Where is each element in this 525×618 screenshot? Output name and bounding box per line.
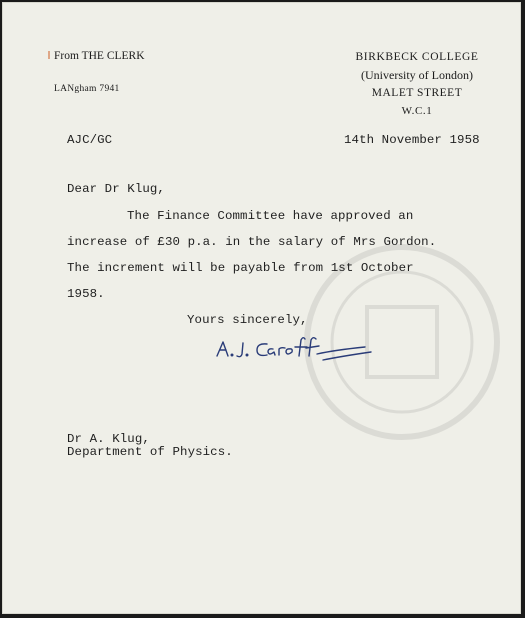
handwritten-signature xyxy=(215,330,375,370)
salutation: Dear Dr Klug, xyxy=(67,182,165,196)
street-name: MALET STREET xyxy=(371,87,463,99)
letterhead-phone: LANgham 7941 xyxy=(54,84,120,94)
body-line: The increment will be payable from 1st October xyxy=(67,261,414,275)
letterhead-from: From THE CLERK xyxy=(54,50,145,62)
body-line: The Finance Committee have approved an xyxy=(127,209,414,223)
reference: AJC/GC xyxy=(67,133,113,147)
paper-mark xyxy=(48,51,50,59)
closing: Yours sincerely, xyxy=(187,313,308,327)
college-name: BIRKBECK COLLEGE xyxy=(355,51,479,63)
body-line: 1958. xyxy=(67,287,105,301)
letterhead-address xyxy=(337,48,497,120)
postal-district: W.C.1 xyxy=(401,105,433,117)
body-line: increase of £30 p.a. in the salary of Mrs Gordon. xyxy=(67,235,437,249)
letter-page xyxy=(2,2,521,614)
recipient-name: Dr A. Klug, xyxy=(67,432,150,446)
letter-date: 14th November 1958 xyxy=(344,133,480,147)
recipient-department: Department of Physics. xyxy=(67,445,233,459)
university-name: (University of London) xyxy=(361,68,473,82)
